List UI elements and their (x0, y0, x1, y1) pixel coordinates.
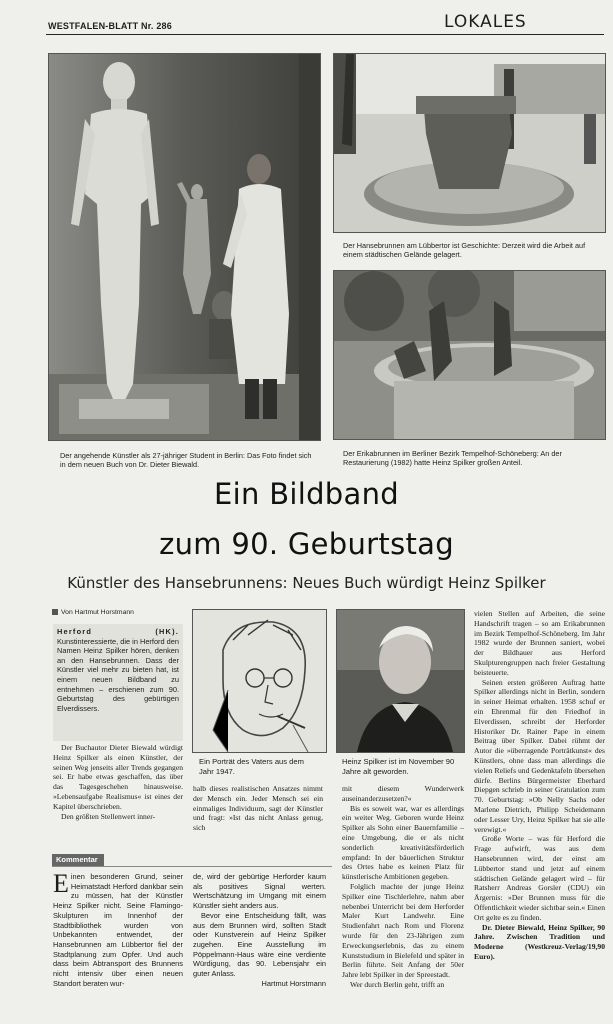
photo-artist-with-statue (48, 53, 321, 441)
book-info: Dr. Dieter Biewald, Heinz Spilker, 90 Jahre. Zwischen Tradition und Moderne (Westkreuz-Verlag/19,90 Euro). (474, 922, 605, 961)
article-paragraph: Den größten Stellenwert inner- (61, 811, 156, 821)
commentary-paragraph: de, wird der gebürtige Herforder kaum als positives Signal werten. Wertschätzung im Umgang mit einem Künstler sieht anders aus. (193, 872, 326, 911)
article-paragraph: Wer durch Berlin geht, trifft an (350, 979, 445, 989)
article-paragraph: Folglich machte der junge Heinz Spilker eine Tischlerlehre, nahm aber nebenbei Unterricht bei dem Herforder Maler Kurt Landwehr. Eine Studienfahrt nach Rom und Florenz wurde für den 23-Jährigen zum Erweckungserlebnis, das zu einem Kunststudium in Bielefeld und später in Berlin führte. Seit Anfang der 50er Jahre lebt Spilker in der Spreestadt. (342, 881, 464, 980)
photo-hansebrunnen (333, 53, 606, 233)
commentary-column-1 (53, 869, 183, 988)
commentary-dropcap: E (53, 869, 69, 898)
subheadline: Künstler des Hansebrunnens: Neues Buch würdigt Heinz Spilker (67, 574, 546, 592)
article-column-3 (342, 784, 464, 990)
fountain1-caption: Der Hansebrunnen am Lübbertor ist Geschichte: Derzeit wird die Arbeit auf einem städtischen Gelände gelagert. (343, 241, 586, 260)
publication-name: WESTFALEN-BLATT Nr. 286 (48, 21, 172, 31)
commentary-text: inen besonderen Grund, seiner Heimatstadt Herford dankbar sein zu müssen, hat der Künstler Heinz Spilker nicht. Seine Flamingo-Skulpturen im Innenhof der Stadtbibliothek wurden von Unbekannten entwendet, der Hansebrunnen am Lübbertor fiel der Stadtplanung zum Opfer. Und auch dass beim Abtransport des Brunnens nicht intensiv über einen neuen Standort beraten wur- (53, 872, 183, 988)
section-title: LOKALES (444, 12, 527, 32)
lead-text: Kunstinteressierte, die in Herford den Namen Heinz Spilker hören, denken an den Hansebrunnen. Dass der Künstler viel mehr zu bieten hat, ist einem neuen Bildband zu entnehmen – erschienen zum 90. Geburtstag des gebürtigen Elverdissers. (57, 636, 180, 713)
header-rule (46, 34, 604, 35)
portrait-caption: Heinz Spilker ist im November 90 Jahre alt geworden. (342, 757, 455, 776)
commentary-rule (52, 866, 332, 867)
article-paragraph: Bis es soweit war, war es allerdings ein weiter Weg. Geboren wurde Heinz Spilker als Sohn einer Bauernfamilie – eine Umgebung, die er als nicht sonderlich kreativitätsförderlich empfand: In der bäuerlichen Struktur des Ortes habe es keinen Platz für künstlerische Ambitionen gegeben. (342, 803, 464, 882)
byline-text: Von Hartmut Horstmann (61, 609, 134, 616)
article-paragraph: Der Buchautor Dieter Biewald würdigt Heinz Spilker als einen Künstler, der seinen Weg jenseits aller Trends gegangen sei. Er habe etwas geschaffen, das über das Tagesgeschehen hinausweise. »Lebensaufgabe Realismus« ist eines der Kapitel überschrieben. (53, 743, 183, 811)
commentary-label: Kommentar (52, 854, 104, 866)
article-paragraph: vielen Stellen auf Arbeiten, die seine Handschrift tragen – so am Erikabrunnen im Bezirk Tempelhof-Schöneberg. Im Jahr 1982 wurde der Brunnen saniert, wobei der Bildhauer aus Herford Skulpturengruppen nach freier Gestaltung beisteuerte. (474, 609, 605, 677)
article-column-4 (474, 609, 605, 962)
article-paragraph: halb dieses realistischen Ansatzes nimmt der Mensch ein. Jeder Mensch sei ein einmaliges Individuum, sagt der Künstler und fragt: »Ist das nicht Anlass genug, sich (193, 784, 323, 833)
article-paragraph: Seinen ersten größeren Auftrag hatte Spilker allerdings nicht in Berlin, sondern in seiner Heimat erhalten. 1958 schuf er ein Ehrenmal für den Friedhof in Elverdissen, schreibt der Herforder Historiker Dr. Rainer Pape in einem Beitrag über Spilker. Dabei rühmt der Autor die »überragende Porträtkunst« des Künstlers, ohne dass man allerdings die vielen Reliefs und Gedenktafeln übersehen dürfe. Berlins Bürgermeister Eberhard Diepgen schrieb in seiner Gratulation zum 70. Geburtstag: »Ob Nelly Sachs oder Marlene Dietrich, Philipp Scheidemann oder Lesser Ury, Heinz Spilker hat sie alle verewigt.« (474, 677, 605, 834)
article-paragraph: mit diesem Wunderwerk auseinanderzusetzen?« (342, 784, 464, 803)
commentary-signature: Hartmut Horstmann (261, 978, 326, 988)
main-photo-caption: Der angehende Künstler als 27-jähriger Student in Berlin: Das Foto findet sich in dem neuen Buch von Dr. Dieter Biewald. (60, 451, 312, 470)
lead-dateline: Herford (HK). (57, 627, 179, 636)
commentary-paragraph: Bevor eine Entscheidung fällt, was aus dem Brunnen wird, sollten Stadt oder Kunstverein auf Heinz Spilker zugehen. Eine Ausstellung im Pöppelmann-Haus wäre eine verdiente Würdigung, das 90. Lebensjahr ein guter Anlass. (193, 910, 326, 979)
headline-line2: zum 90. Geburtstag (159, 527, 454, 561)
photo-erikabrunnen (333, 270, 606, 440)
article-column-1 (53, 743, 183, 821)
photo-heinz-spilker-portrait (336, 609, 465, 753)
commentary-column-2 (193, 872, 326, 988)
fountain2-caption: Der Erikabrunnen im Berliner Bezirk Tempelhof-Schöneberg: An der Restaurierung (1982) hatte Heinz Spilker großen Anteil. (343, 449, 562, 468)
byline-square-icon (52, 609, 58, 615)
lead-paragraph (53, 624, 183, 741)
headline-line1: Ein Bildband (214, 477, 399, 511)
photo-father-portrait-drawing (192, 609, 327, 753)
byline (52, 609, 134, 616)
article-column-2 (193, 784, 323, 833)
article-paragraph: Große Worte – was für Herford die Frage aufwirft, was aus dem Hansebrunnen wird, der einst am Lübbertor stand und jetzt auf einem städtischen Gelände gelagert wird – für Ratsherr Andreas Gorsler (CDU) ein Ärgernis: »Der Brunnen muss für die Öffentlichkeit wieder sichtbar sein.« Einen Ort gelte es zu finden. (474, 834, 605, 922)
drawing-caption: Ein Porträt des Vaters aus dem Jahr 1947. (199, 757, 304, 776)
